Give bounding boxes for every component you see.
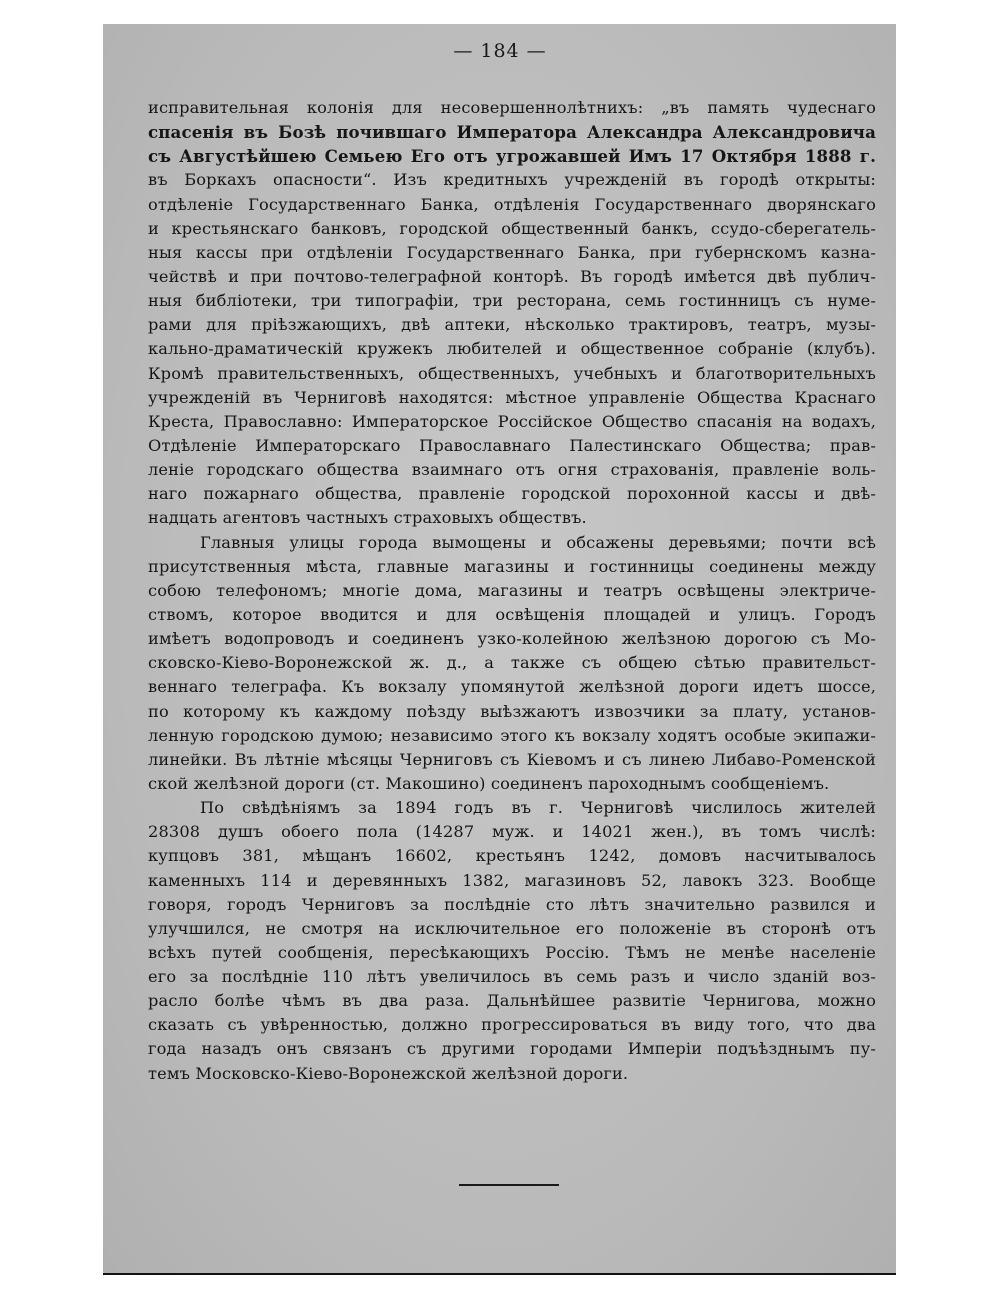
text-line: ской желѣзной дороги (ст. Макошино) соединенъ пароходнымъ сообщеніемъ. bbox=[148, 773, 830, 793]
text-line: сковско-Кіево-Воронежской ж. д., а также съ общею сѣтью правительст- bbox=[148, 653, 876, 673]
text-line: Кромѣ правительственныхъ, общественныхъ, учебныхъ и благотворительныхъ bbox=[148, 363, 876, 383]
page-number: — 184 — bbox=[453, 40, 547, 62]
text-line: купцовъ 381, мѣщанъ 16602, крестьянъ 1242, домовъ насчитывалось bbox=[148, 846, 876, 866]
text-line: въ Боркахъ опасности“. Изъ кредитныхъ учрежденій въ городѣ открыты: bbox=[148, 170, 876, 190]
text-line: имѣетъ водопроводъ и соединенъ узко-колейною желѣзною дорогою съ Мо- bbox=[148, 629, 876, 649]
text-line: по которому къ каждому поѣзду выѣзжаютъ извозчики за плату, установ- bbox=[148, 701, 876, 721]
text-line: чействѣ и при почтово-телеграфной конторѣ. Въ городѣ имѣется двѣ публич- bbox=[148, 266, 876, 286]
text-line: спасенія въ Бозѣ почившаго Императора Александра Александровича bbox=[148, 122, 876, 143]
text-line: учрежденій въ Черниговѣ находятся: мѣстное управленіе Общества Краснаго bbox=[148, 387, 876, 407]
text-line: присутственныя мѣста, главные магазины и гостинницы соединены между bbox=[148, 556, 876, 576]
text-line: съ Августѣйшею Семьею Его отъ угрожавшей Имъ 17 Октября 1888 г. bbox=[148, 146, 876, 167]
closing-rule bbox=[459, 1184, 559, 1186]
text-line: собою телефономъ; многіе дома, магазины и театръ освѣщены электриче- bbox=[148, 580, 876, 600]
text-line: года назадъ онъ связанъ съ другими городами Имперіи подъѣзднымъ пу- bbox=[148, 1039, 876, 1059]
text-line: рами для пріѣзжающихъ, двѣ аптеки, нѣсколько трактировъ, театръ, музы- bbox=[148, 315, 876, 335]
text-line: линейки. Въ лѣтніе мѣсяцы Черниговъ съ Кіевомъ и съ линею Либаво-Роменской bbox=[148, 749, 876, 769]
text-line: всѣхъ путей сообщенія, пересѣкающихъ Россію. Тѣмъ не менѣе населеніе bbox=[148, 942, 876, 962]
text-line: отдѣленіе Государственнаго Банка, отдѣленія Государственнаго дворянскаго bbox=[148, 194, 876, 214]
text-line: кально-драматическій кружекъ любителей и общественное собраніе (клубъ). bbox=[148, 339, 876, 359]
text-line: каменныхъ 114 и деревянныхъ 1382, магазиновъ 52, лавокъ 323. Вообще bbox=[148, 870, 876, 890]
body-text bbox=[148, 96, 876, 1086]
text-line: Главныя улицы города вымощены и обсажены деревьями; почти всѣ bbox=[200, 532, 876, 552]
text-line: улучшился, не смотря на исключительное его положеніе въ сторонѣ отъ bbox=[148, 918, 876, 938]
text-line: ныя кассы при отдѣленіи Государственнаго Банка, при губернскомъ казна- bbox=[148, 242, 876, 262]
text-line: ленную городскою думою; независимо этого къ вокзалу ходятъ особые экипажи- bbox=[148, 725, 876, 745]
text-line: исправительная колонія для несовершеннолѣтнихъ: „въ память чудеснаго bbox=[148, 98, 876, 117]
text-line: сказать съ увѣренностью, должно прогрессироваться въ виду того, что два bbox=[148, 1015, 876, 1035]
text-line: ствомъ, которое вводится и для освѣщенія площадей и улицъ. Городъ bbox=[148, 604, 876, 624]
text-line: темъ Московско-Кіево-Воронежской желѣзной дороги. bbox=[148, 1063, 629, 1083]
text-line: говоря, городъ Черниговъ за послѣдніе сто лѣтъ значительно развился и bbox=[148, 894, 876, 914]
bottom-border-rule bbox=[103, 1273, 896, 1275]
text-line: Отдѣленіе Императорскаго Православнаго Палестинскаго Общества; прав- bbox=[148, 435, 876, 455]
text-line: Креста, Православно: Императорское Россійское Общество спасанія на водахъ, bbox=[148, 411, 876, 431]
text-line: расло болѣе чѣмъ въ два раза. Дальнѣйшее развитіе Чернигова, можно bbox=[148, 991, 876, 1011]
text-line: 28308 душъ обоего пола (14287 муж. и 14021 жен.), въ томъ числѣ: bbox=[148, 822, 876, 842]
text-line: леніе городскаго общества взаимнаго отъ огня страхованія, правленіе воль- bbox=[148, 460, 876, 480]
text-line: надцать агентовъ частныхъ страховыхъ обществъ. bbox=[148, 508, 587, 528]
text-line: ныя библіотеки, три типографіи, три ресторана, семь гостинницъ съ нуме- bbox=[148, 291, 876, 311]
text-line: и крестьянскаго банковъ, городской общественный банкъ, ссудо-сберегатель- bbox=[148, 218, 876, 238]
text-line: наго пожарнаго общества, правленіе городской порохонной кассы и двѣ- bbox=[148, 484, 876, 504]
text-line: его за послѣдніе 110 лѣтъ увеличилось въ семь разъ и число зданій воз- bbox=[148, 967, 876, 987]
text-line: По свѣдѣніямъ за 1894 годъ въ г. Черниговѣ числилось жителей bbox=[200, 798, 876, 818]
text-line: веннаго телеграфа. Къ вокзалу упомянутой желѣзной дороги идетъ шоссе, bbox=[148, 677, 876, 697]
